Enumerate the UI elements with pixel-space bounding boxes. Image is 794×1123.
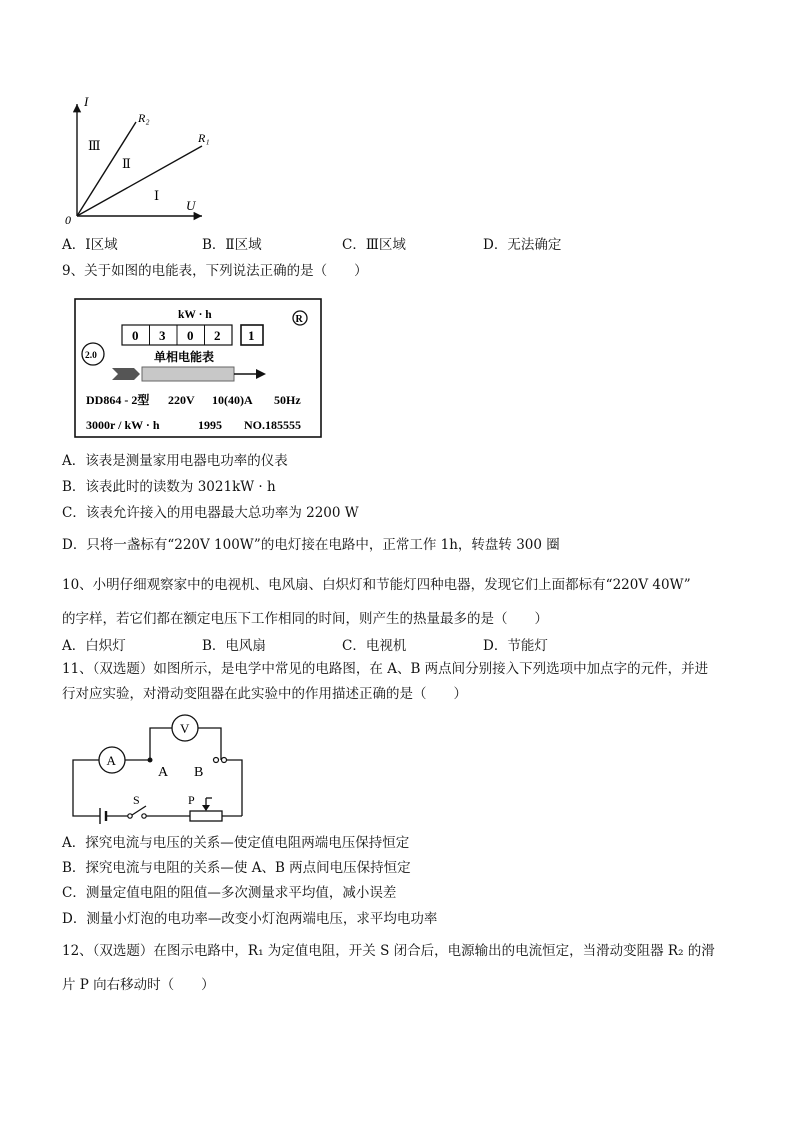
q8-option-a[interactable]: A．Ⅰ区域	[62, 237, 118, 253]
meter-frequency: 50Hz	[274, 393, 301, 407]
q10-option-b[interactable]: B．电风扇	[202, 638, 266, 654]
slider-label: P	[188, 793, 195, 807]
terminal-b2-icon	[222, 758, 227, 763]
iu-graph	[62, 92, 222, 227]
q8-option-d[interactable]: D．无法确定	[483, 237, 562, 253]
q12-stem-line2: 片 P 向右移动时（ ）	[62, 977, 215, 993]
q11-stem-line1: 11、（双选题）如图所示，是电学中常见的电路图，在 A、B 两点间分别接入下列选项中加点字的元件，并进	[62, 661, 709, 677]
q10-options	[62, 637, 762, 655]
meter-digit-1: 0	[132, 328, 139, 343]
voltmeter-label: V	[180, 721, 190, 736]
r1-line	[77, 146, 202, 216]
meter-unit: kW · h	[178, 309, 212, 321]
class-badge: 2.0	[85, 351, 97, 361]
meter-decimal-digit: 1	[248, 328, 255, 343]
ammeter-label: A	[106, 753, 116, 768]
q11-option-b[interactable]: B．探究电流与电阻的关系—使 A、B 两点间电压保持恒定	[62, 860, 411, 876]
region-2-label: Ⅱ	[122, 156, 131, 171]
q8-options	[62, 236, 762, 254]
meter-title: 单相电能表	[154, 350, 215, 364]
slider-arrow-icon	[202, 805, 210, 811]
axis-label-i: I	[84, 94, 89, 109]
meter-digit-3: 0	[187, 328, 194, 343]
q10-stem-line1: 10、小明仔细观察家中的电视机、电风扇、白炽灯和节能灯四种电器，发现它们上面都标有“220V 40W”	[62, 577, 691, 593]
terminal-a-label: A	[158, 765, 169, 780]
q11-option-c[interactable]: C．测量定值电阻的阻值—多次测量求平均值，减小误差	[62, 885, 397, 901]
region-3-label: Ⅲ	[88, 138, 101, 153]
q10-option-a[interactable]: A．白炽灯	[62, 638, 126, 654]
meter-current: 10(40)A	[212, 393, 253, 407]
q9-option-d[interactable]: D．只将一盏标有“220V 100W”的电灯接在电路中，正常工作 1h，转盘转 300 圈	[62, 537, 560, 553]
registered-mark: R	[295, 314, 303, 325]
q10-stem-line2: 的字样，若它们都在额定电压下工作相同的时间，则产生的热量最多的是（ ）	[62, 611, 548, 627]
switch-pivot-icon	[128, 814, 132, 818]
rheostat-icon	[190, 811, 222, 821]
axis-label-u: U	[186, 198, 196, 213]
terminal-a-icon	[148, 758, 153, 763]
q10-option-d[interactable]: D．节能灯	[483, 638, 548, 654]
meter-digit-4: 2	[214, 328, 221, 343]
r2-label: R₂	[138, 111, 150, 125]
q9-option-b[interactable]: B．该表此时的读数为 3021kW · h	[62, 479, 276, 495]
q11-stem-line2: 行对应实验，对滑动变阻器在此实验中的作用描述正确的是（ ）	[62, 686, 467, 702]
region-1-label: Ⅰ	[154, 188, 160, 203]
q8-option-c[interactable]: C．Ⅲ区域	[342, 237, 406, 253]
r1-label: R₁	[198, 131, 210, 145]
q10-option-c[interactable]: C．电视机	[342, 638, 407, 654]
switch-label: S	[133, 793, 140, 807]
meter-model: DD864 - 2型	[86, 393, 150, 407]
origin-label: 0	[65, 213, 71, 227]
meter-voltage: 220V	[168, 393, 195, 407]
q8-option-b[interactable]: B．Ⅱ区域	[202, 237, 262, 253]
meter-year: 1995	[198, 418, 222, 432]
meter-serial: NO.185555	[244, 418, 301, 432]
meter-disc	[142, 367, 234, 381]
q11-option-a[interactable]: A．探究电流与电压的关系—使定值电阻两端电压保持恒定	[62, 835, 410, 851]
q12-stem-line1: 12、（双选题）在图示电路中，R₁ 为定值电阻，开关 S 闭合后，电源输出的电流恒定，当滑动变阻器 R₂ 的滑	[62, 943, 715, 959]
q11-option-d[interactable]: D．测量小灯泡的电功率—改变小灯泡两端电压，求平均电功率	[62, 911, 438, 927]
meter-constant: 3000r / kW · h	[86, 418, 160, 432]
terminal-b-icon	[214, 758, 219, 763]
q11-circuit	[66, 712, 252, 824]
q9-stem: 9、关于如图的电能表，下列说法正确的是（ ）	[62, 263, 368, 279]
energy-meter	[74, 298, 322, 438]
terminal-b-label: B	[194, 765, 204, 780]
q9-option-a[interactable]: A．该表是测量家用电器电功率的仪表	[62, 453, 288, 469]
meter-digit-2: 3	[159, 328, 166, 343]
q9-option-c[interactable]: C．该表允许接入的用电器最大总功率为 2200 W	[62, 505, 359, 521]
